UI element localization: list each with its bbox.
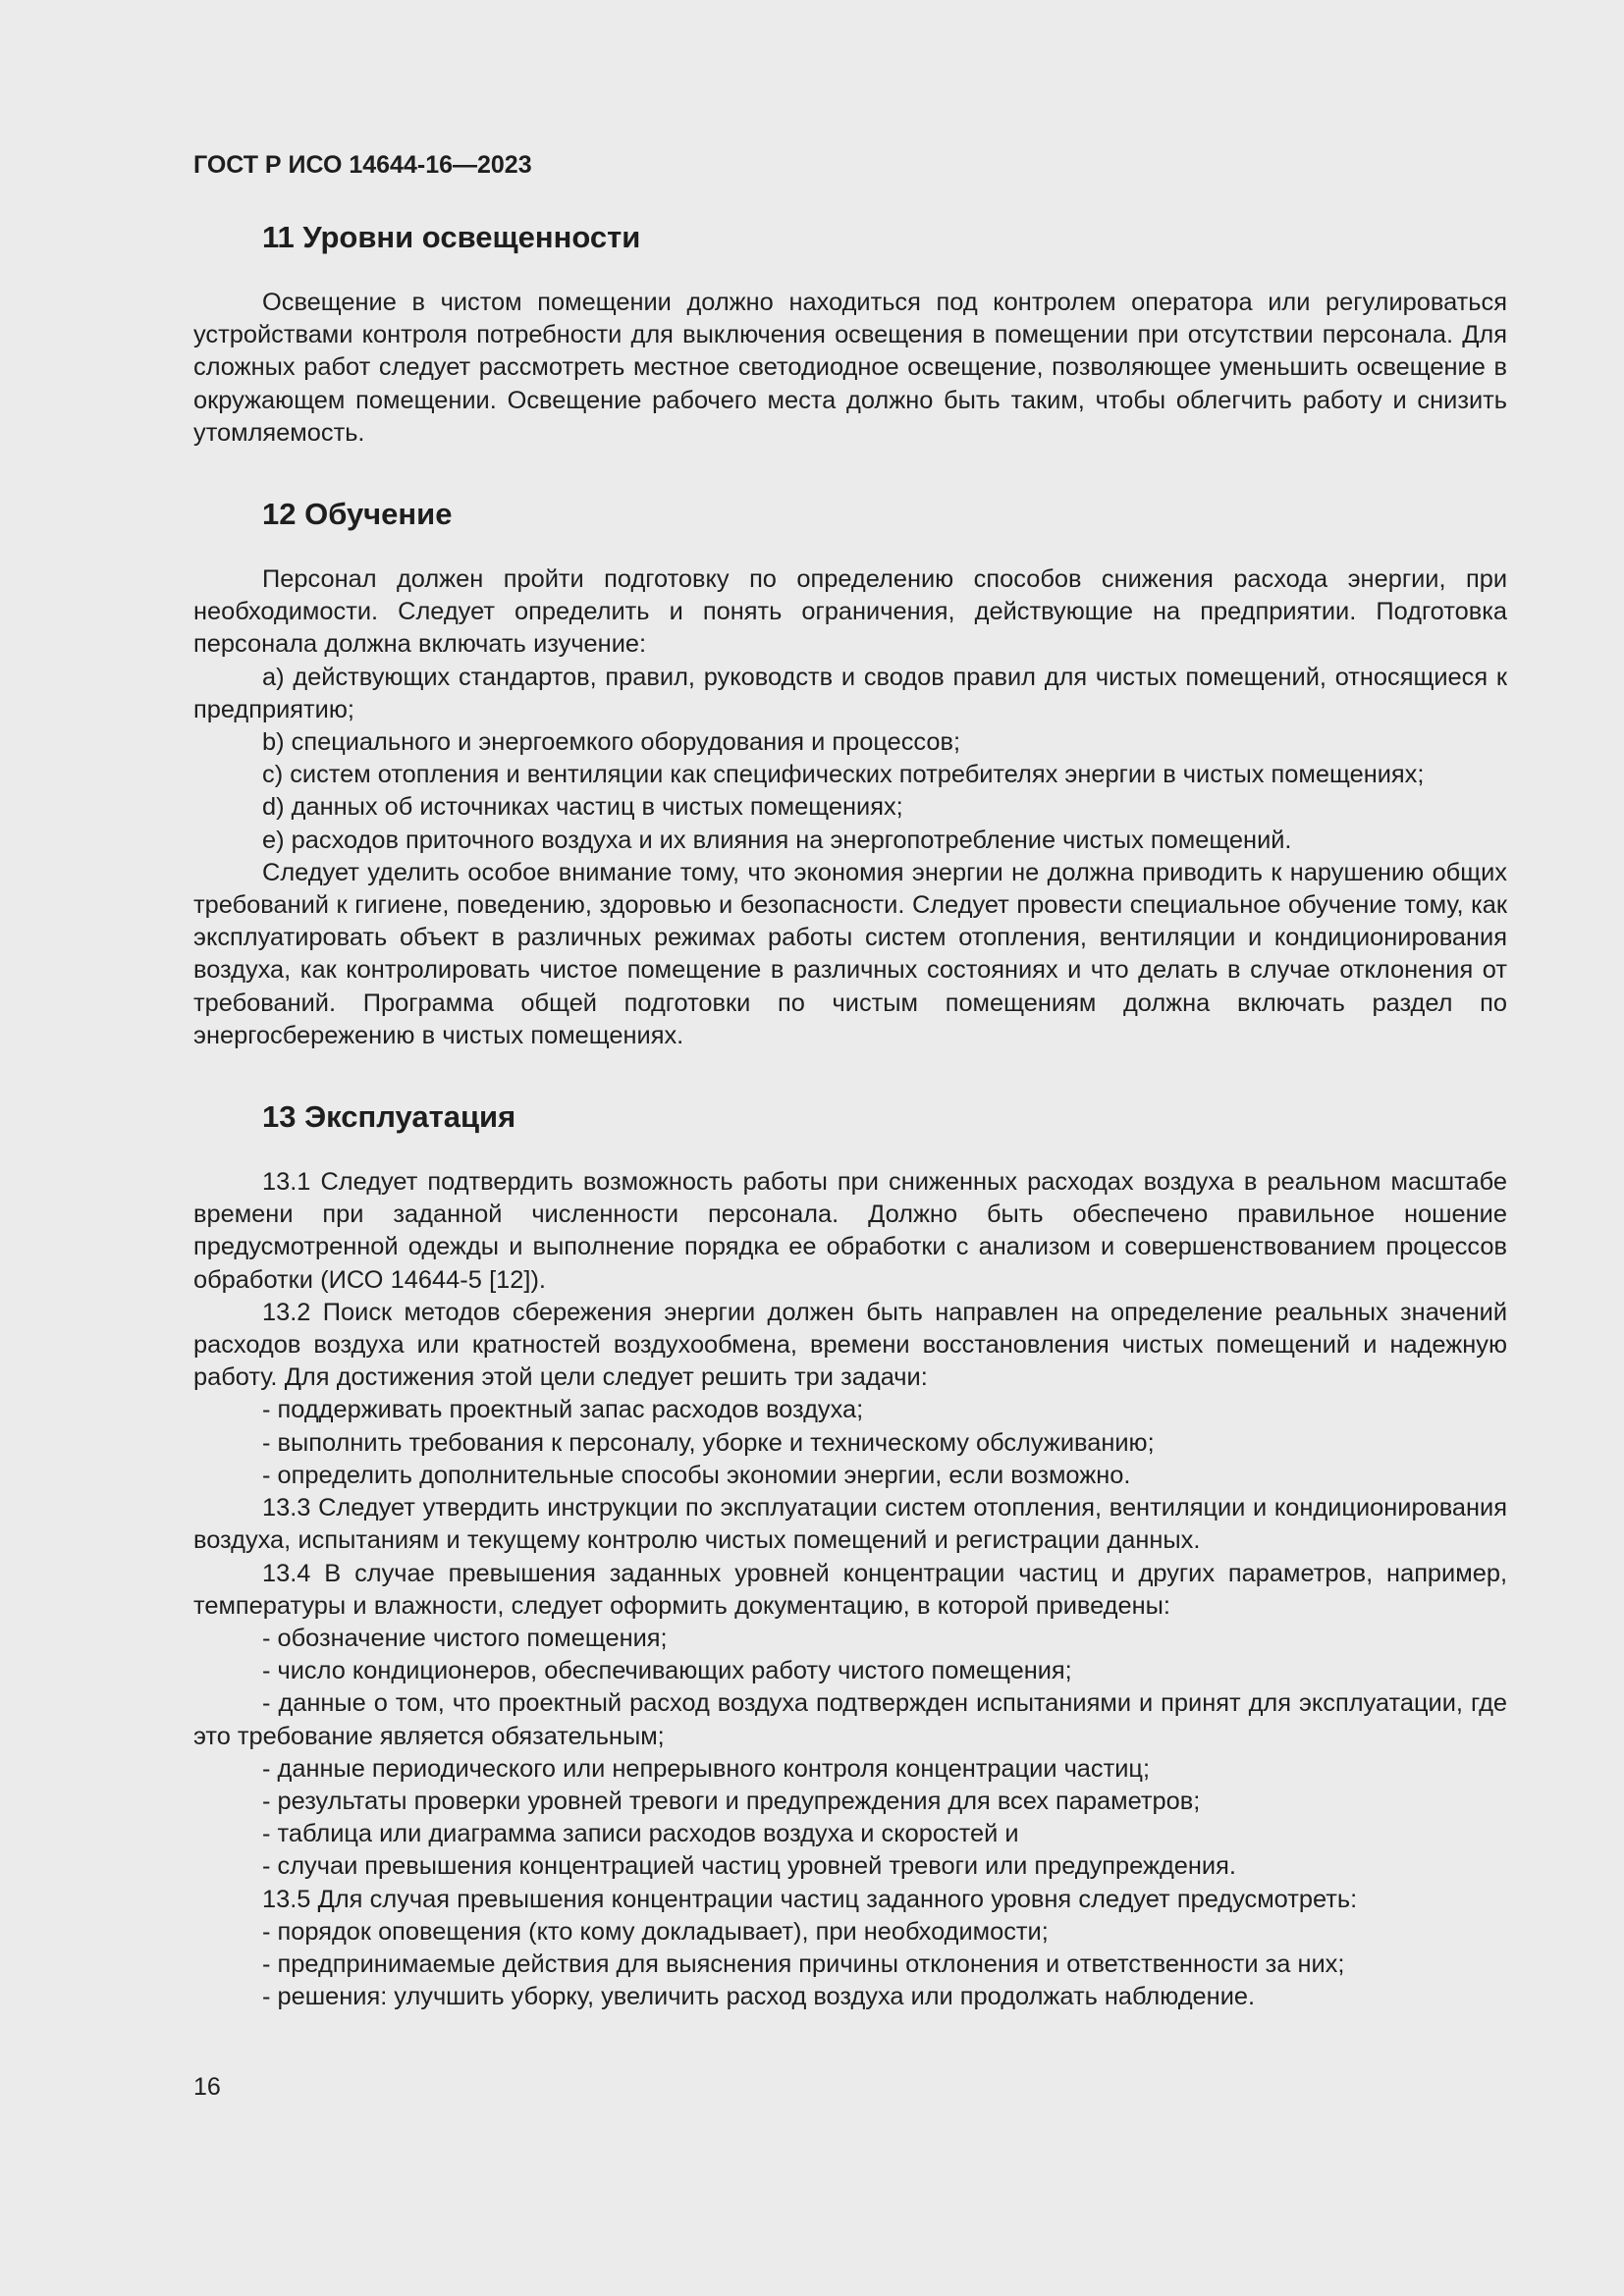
list-item: - случаи превышения концентрацией частиц уровней тревоги или предупреждения. bbox=[262, 1852, 1236, 1881]
list-item: - число кондиционеров, обеспечивающих работу чистого помещения; bbox=[262, 1657, 1072, 1685]
list-item: - порядок оповещения (кто кому докладывает), при необходимости; bbox=[262, 1917, 1049, 1946]
clause-13-3: 13.3 Следует утвердить инструкции по эксплуатации систем отопления, вентиляции и кондиционирования воздуха, испытаниям и текущему контролю чистых помещений и регистрации данных. bbox=[193, 1494, 1507, 1555]
list-item: b) специального и энергоемкого оборудования и процессов; bbox=[262, 728, 961, 757]
list-item: - поддерживать проектный запас расходов воздуха; bbox=[262, 1396, 864, 1424]
list-item: d) данных об источниках частиц в чистых помещениях; bbox=[262, 793, 903, 822]
section-12 bbox=[193, 493, 1507, 1052]
list-item: - решения: улучшить уборку, увеличить расход воздуха или продолжать наблюдение. bbox=[262, 1983, 1256, 2011]
section-12-paragraph-intro: Персонал должен пройти подготовку по определению способов снижения расхода энергии, при необходимости. Следует определить и понять ограничения, действующие на предприятии. Подготовка персонала должна включать изучение: bbox=[193, 565, 1507, 659]
list-item: - данные периодического или непрерывного контроля концентрации частиц; bbox=[262, 1754, 1151, 1783]
clause-13-1: 13.1 Следует подтвердить возможность работы при сниженных расходах воздуха в реальном масштабе времени при заданной численности персонала. Должно быть обеспечено правильное ношение предусмотренной одежды и выполнение порядка ее обработки с анализом и совершенствованием процессов обработки (ИСО 14644-5 [12]). bbox=[193, 1168, 1507, 1294]
list-item: - результаты проверки уровней тревоги и предупреждения для всех параметров; bbox=[262, 1787, 1201, 1815]
document-page bbox=[193, 145, 1507, 2013]
clause-13-2: 13.2 Поиск методов сбережения энергии должен быть направлен на определение реальных значений расходов воздуха или кратностей воздухообмена, времени восстановления чистых помещений и надежную работу. Для достижения этой цели следует решить три задачи: bbox=[193, 1298, 1507, 1392]
list-item: - таблица или диаграмма записи расходов воздуха и скоростей и bbox=[262, 1820, 1019, 1848]
list-item: - определить дополнительные способы экономии энергии, если возможно. bbox=[262, 1461, 1131, 1489]
list-item: е) расходов приточного воздуха и их влияния на энергопотребление чистых помещений. bbox=[262, 826, 1292, 854]
list-item: c) систем отопления и вентиляции как специфических потребителях энергии в чистых помещениях; bbox=[262, 761, 1425, 789]
section-13 bbox=[193, 1095, 1507, 2013]
section-11 bbox=[193, 216, 1507, 450]
list-item: - данные о том, что проектный расход воздуха подтвержден испытаниями и принят для эксплуатации, где это требование является обязательным; bbox=[193, 1689, 1507, 1750]
section-title-12: 12 Обучение bbox=[262, 497, 453, 532]
list-item: - предпринимаемые действия для выяснения причины отклонения и ответственности за них; bbox=[262, 1949, 1345, 1978]
section-title-11: 11 Уровни освещенности bbox=[262, 220, 641, 254]
section-11-paragraph: Освещение в чистом помещении должно находиться под контролем оператора или регулироваться устройствами контроля потребности для выключения освещения в помещении при отсутствии персонала. Для сложных работ следует рассмотреть местное светодиодное освещение, позволяющее уменьшить освещение в окружающем помещении. Освещение рабочего места должно быть таким, чтобы облегчить работу и снизить утомляемость. bbox=[193, 289, 1507, 447]
page-number: 16 bbox=[193, 2073, 221, 2101]
list-item: - обозначение чистого помещения; bbox=[262, 1624, 668, 1652]
list-item: - выполнить требования к персоналу, уборке и техническому обслуживанию; bbox=[262, 1428, 1155, 1457]
clause-13-5: 13.5 Для случая превышения концентрации частиц заданного уровня следует предусмотреть: bbox=[262, 1885, 1358, 1913]
section-12-paragraph-training: Следует уделить особое внимание тому, что экономия энергии не должна приводить к нарушению общих требований к гигиене, поведению, здоровью и безопасности. Следует провести специальное обучение тому, как эксплуатировать объект в различных режимах работы систем отопления, вентиляции и кондиционирования воздуха, как контролировать чистое помещение в различных состояниях и что делать в случае отклонения от требований. Программа общей подготовки по чистым помещениям должна включать раздел по энергосбережению в чистых помещениях. bbox=[193, 858, 1507, 1049]
section-title-13: 13 Эксплуатация bbox=[262, 1099, 516, 1135]
document-code-header: ГОСТ Р ИСО 14644-16—2023 bbox=[193, 151, 532, 179]
list-item: а) действующих стандартов, правил, руководств и сводов правил для чистых помещений, относящиеся к предприятию; bbox=[193, 663, 1507, 723]
clause-13-4: 13.4 В случае превышения заданных уровней концентрации частиц и других параметров, например, температуры и влажности, следует оформить документацию, в которой приведены: bbox=[193, 1559, 1507, 1620]
